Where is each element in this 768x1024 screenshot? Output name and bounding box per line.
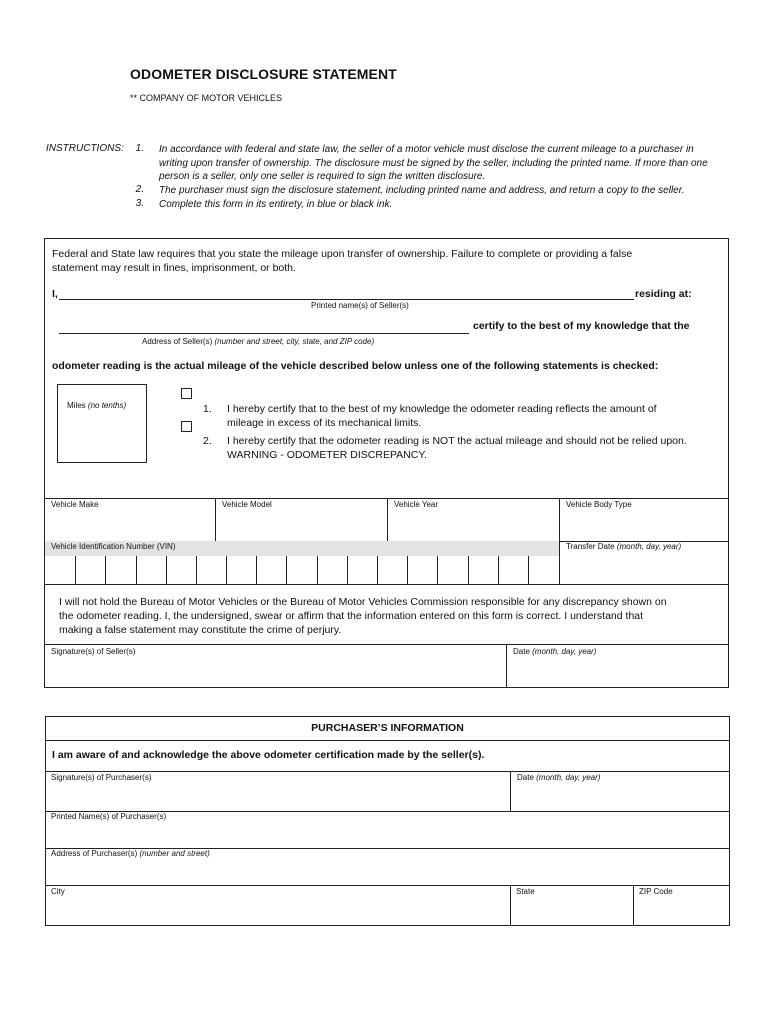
seller-address-field[interactable] bbox=[59, 333, 469, 334]
instruction-number: 2. bbox=[135, 184, 144, 195]
option2-line: I hereby certify that the odometer reading is NOT the actual mileage and should not be relied upon. bbox=[227, 435, 687, 447]
affirmation-line: I will not hold the Bureau of Motor Vehicles or the Bureau of Motor Vehicles Commission responsible for any discrepancy shown on bbox=[59, 596, 667, 608]
address-label bbox=[142, 337, 374, 346]
purchaser-signature-field[interactable] bbox=[47, 784, 508, 810]
vin-cell[interactable] bbox=[196, 556, 197, 584]
vin-cell[interactable] bbox=[75, 556, 76, 584]
option1-text bbox=[227, 402, 657, 430]
vehicle-make-label: Vehicle Make bbox=[51, 500, 99, 509]
vin-cell[interactable] bbox=[468, 556, 469, 584]
instruction-item: Complete this form in its entirety, in blue or black ink. bbox=[159, 199, 393, 210]
seller-intro-line: Federal and State law requires that you state the mileage upon transfer of ownership. Failure to complete or providing a false bbox=[52, 248, 633, 260]
vin-cell[interactable] bbox=[166, 556, 167, 584]
seller-intro bbox=[52, 247, 632, 275]
instruction-number: 3. bbox=[135, 198, 144, 209]
vin-label: Vehicle Identification Number (VIN) bbox=[51, 542, 176, 551]
purchaser-address-label bbox=[51, 849, 210, 858]
purchaser-date-label bbox=[517, 773, 600, 782]
purchaser-address-field[interactable] bbox=[47, 860, 728, 884]
option1-checkbox[interactable] bbox=[181, 388, 192, 399]
vin-cell[interactable] bbox=[377, 556, 378, 584]
purchaser-date-hint: (month, day, year) bbox=[536, 773, 601, 782]
option2-number: 2. bbox=[203, 435, 212, 447]
option1-line: mileage in excess of its mechanical limits. bbox=[227, 417, 422, 429]
instruction-item: The purchaser must sign the disclosure statement, including printed name and address, and return a copy to the seller. bbox=[159, 185, 685, 196]
form-subtitle: ** COMPANY OF MOTOR VEHICLES bbox=[130, 93, 283, 103]
transfer-date-label bbox=[566, 542, 681, 551]
purchaser-date-field[interactable] bbox=[512, 784, 728, 810]
instruction-line: writing upon transfer of ownership. The disclosure must be signed by the seller, including the printed name. If more than one bbox=[159, 157, 708, 169]
miles-box[interactable] bbox=[57, 384, 147, 463]
divider bbox=[387, 498, 388, 541]
residing-at-label: residing at: bbox=[635, 288, 692, 300]
option2-checkbox[interactable] bbox=[181, 421, 192, 432]
purchaser-address-label-text: Address of Purchaser(s) bbox=[51, 849, 138, 858]
affirmation-line: the odometer reading. I, the undersigned, swear or affirm that the information entered on this form is correct. I understand that bbox=[59, 610, 644, 622]
vehicle-model-label: Vehicle Model bbox=[222, 500, 272, 509]
option2-line: WARNING - ODOMETER DISCREPANCY. bbox=[227, 449, 427, 461]
vehicle-body-type-label: Vehicle Body Type bbox=[566, 500, 632, 509]
purchaser-address-hint: (number and street) bbox=[139, 849, 210, 858]
miles-hint: (no tenths) bbox=[87, 401, 127, 410]
seller-date-hint: (month, day, year) bbox=[532, 647, 597, 656]
vin-cell[interactable] bbox=[256, 556, 257, 584]
certify-label: certify to the best of my knowledge that the bbox=[473, 320, 690, 332]
zip-label: ZIP Code bbox=[639, 887, 673, 896]
miles-label-text: Miles bbox=[67, 401, 86, 410]
transfer-date-label-text: Transfer Date bbox=[566, 542, 615, 551]
odometer-statement: odometer reading is the actual mileage of the vehicle described below unless one of the following statements is checked: bbox=[52, 360, 659, 372]
city-label: City bbox=[51, 887, 65, 896]
acknowledge-text: I am aware of and acknowledge the above odometer certification made by the seller(s). bbox=[52, 749, 485, 761]
purchaser-signature-label: Signature(s) of Purchaser(s) bbox=[51, 773, 152, 782]
zip-field[interactable] bbox=[635, 898, 728, 924]
vin-cell[interactable] bbox=[286, 556, 287, 584]
purchaser-printed-name-field[interactable] bbox=[47, 823, 728, 847]
instruction-item bbox=[159, 143, 719, 184]
vin-cell[interactable] bbox=[317, 556, 318, 584]
divider bbox=[45, 771, 730, 772]
option1-number: 1. bbox=[203, 403, 212, 415]
purchaser-date-label-text: Date bbox=[517, 773, 534, 782]
divider bbox=[510, 885, 511, 926]
transfer-date-hint: (month, day, year) bbox=[616, 542, 682, 551]
vin-cell[interactable] bbox=[528, 556, 529, 584]
affirmation-line: making a false statement may constitute the crime of perjury. bbox=[59, 624, 342, 636]
purchaser-heading: PURCHASER’S INFORMATION bbox=[311, 722, 464, 734]
divider bbox=[506, 644, 507, 688]
vehicle-year-label: Vehicle Year bbox=[394, 500, 439, 509]
divider bbox=[45, 885, 730, 886]
instructions-label: INSTRUCTIONS: bbox=[46, 143, 124, 154]
vin-cell[interactable] bbox=[498, 556, 499, 584]
city-field[interactable] bbox=[47, 898, 508, 924]
instruction-number: 1. bbox=[135, 143, 144, 154]
seller-date-label bbox=[513, 647, 596, 656]
seller-date-label-text: Date bbox=[513, 647, 530, 656]
vin-cell[interactable] bbox=[136, 556, 137, 584]
divider bbox=[215, 498, 216, 541]
seller-date-field[interactable] bbox=[508, 658, 727, 686]
divider bbox=[633, 885, 634, 926]
vin-cell[interactable] bbox=[226, 556, 227, 584]
state-label: State bbox=[516, 887, 535, 896]
purchaser-printed-name-label: Printed Name(s) of Purchaser(s) bbox=[51, 812, 167, 821]
divider bbox=[45, 740, 730, 741]
printed-name-label: Printed name(s) of Seller(s) bbox=[311, 301, 409, 310]
seller-signature-field[interactable] bbox=[46, 658, 504, 686]
divider bbox=[44, 644, 729, 645]
instruction-line: person is a seller, only one seller is required to sign the written disclosure. bbox=[159, 171, 486, 182]
address-hint: (number and street, city, state, and ZIP code) bbox=[214, 337, 375, 346]
i-label: I, bbox=[52, 288, 58, 300]
instruction-line: In accordance with federal and state law, the seller of a motor vehicle must disclose the current mileage to a purchaser in bbox=[159, 144, 694, 155]
address-label-text: Address of Seller(s) bbox=[142, 337, 213, 346]
vin-cell[interactable] bbox=[105, 556, 106, 584]
seller-intro-line: statement may result in fines, imprisonment, or both. bbox=[52, 262, 296, 274]
seller-name-field[interactable] bbox=[59, 299, 634, 300]
state-field[interactable] bbox=[512, 898, 631, 924]
form-title: ODOMETER DISCLOSURE STATEMENT bbox=[130, 66, 397, 82]
vin-cell[interactable] bbox=[407, 556, 408, 584]
seller-signature-label: Signature(s) of Seller(s) bbox=[51, 647, 136, 656]
option1-line: I hereby certify that to the best of my knowledge the odometer reading reflects the amount of bbox=[227, 403, 657, 415]
divider bbox=[44, 584, 729, 585]
affirmation-text bbox=[59, 595, 667, 637]
vin-cell[interactable] bbox=[347, 556, 348, 584]
miles-label bbox=[67, 401, 126, 410]
option2-text bbox=[227, 434, 687, 462]
divider bbox=[510, 771, 511, 811]
vin-cell[interactable] bbox=[437, 556, 438, 584]
